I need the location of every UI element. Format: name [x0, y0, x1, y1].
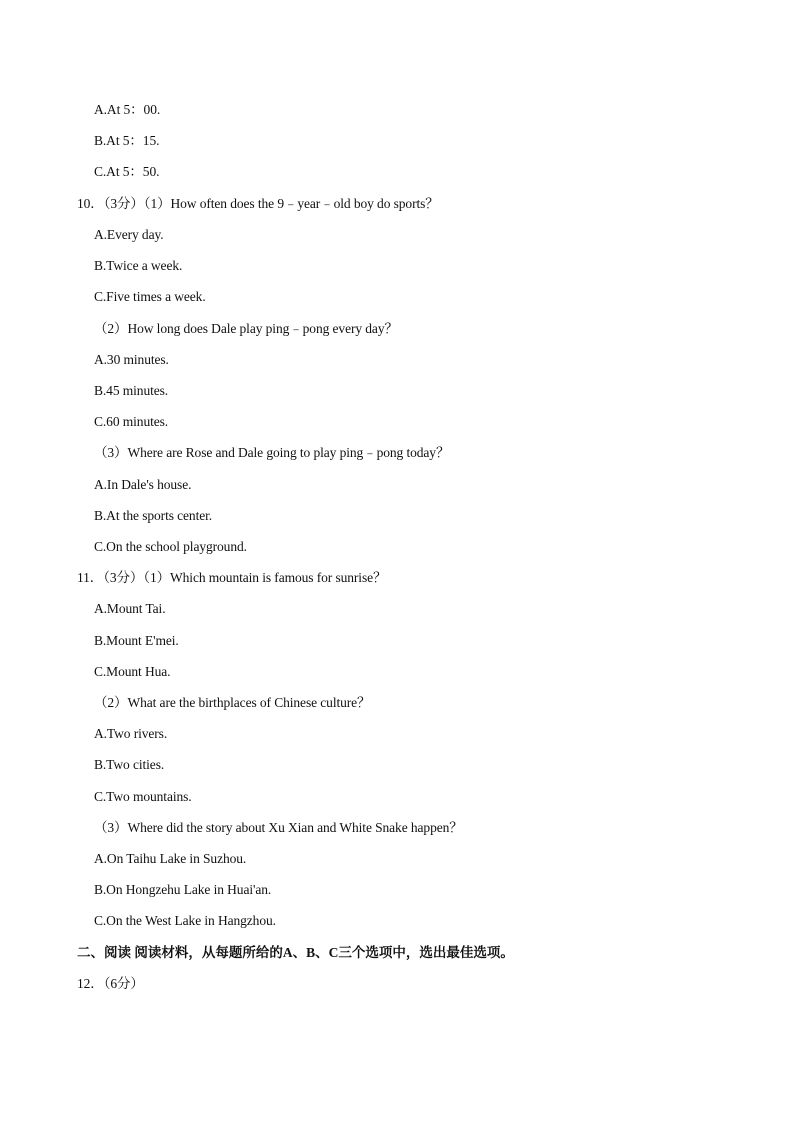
answer-option-c: C.Mount Hua.: [94, 664, 171, 679]
answer-option-b: B.At the sports center.: [94, 508, 213, 523]
answer-option-b: B.At 5：15.: [94, 133, 160, 148]
question-12-header: 12．（6分）: [77, 976, 144, 991]
section-heading-reading: 二、阅读 阅读材料，从每题所给的A、B、C三个选项中，选出最佳选项。: [77, 945, 514, 960]
answer-option-b: B.Mount E'mei.: [94, 633, 179, 648]
answer-option-b: B.Twice a week.: [94, 258, 183, 273]
answer-option-a: A.30 minutes.: [94, 352, 169, 367]
answer-option-c: C.Five times a week.: [94, 289, 206, 304]
answer-option-b: B.45 minutes.: [94, 383, 169, 398]
answer-option-c: C.Two mountains.: [94, 789, 192, 804]
sub-question: （3）Where are Rose and Dale going to play ping﹣pong today？: [94, 445, 450, 460]
question-header: 11．（3分）（1）Which mountain is famous for sunrise？: [77, 570, 387, 585]
answer-option-a: A.At 5：00.: [94, 102, 161, 117]
answer-option-b: B.Two cities.: [94, 757, 165, 772]
answer-option-a: A.Every day.: [94, 227, 164, 242]
sub-question: （2）How long does Dale play ping﹣pong every day？: [94, 321, 398, 336]
answer-option-c: C.60 minutes.: [94, 414, 169, 429]
answer-option-a: A.In Dale's house.: [94, 477, 192, 492]
sub-question: （3）Where did the story about Xu Xian and White Snake happen？: [94, 820, 463, 835]
answer-option-c: C.On the school playground.: [94, 539, 247, 554]
answer-option-a: A.Two rivers.: [94, 726, 168, 741]
answer-option-b: B.On Hongzehu Lake in Huai'an.: [94, 882, 272, 897]
answer-option-c: C.On the West Lake in Hangzhou.: [94, 913, 276, 928]
answer-option-c: C.At 5：50.: [94, 164, 160, 179]
answer-option-a: A.Mount Tai.: [94, 601, 166, 616]
sub-question: （2）What are the birthplaces of Chinese culture？: [94, 695, 371, 710]
question-header: 10．（3分）（1）How often does the 9﹣year﹣old boy do sports？: [77, 196, 439, 211]
answer-option-a: A.On Taihu Lake in Suzhou.: [94, 851, 247, 866]
